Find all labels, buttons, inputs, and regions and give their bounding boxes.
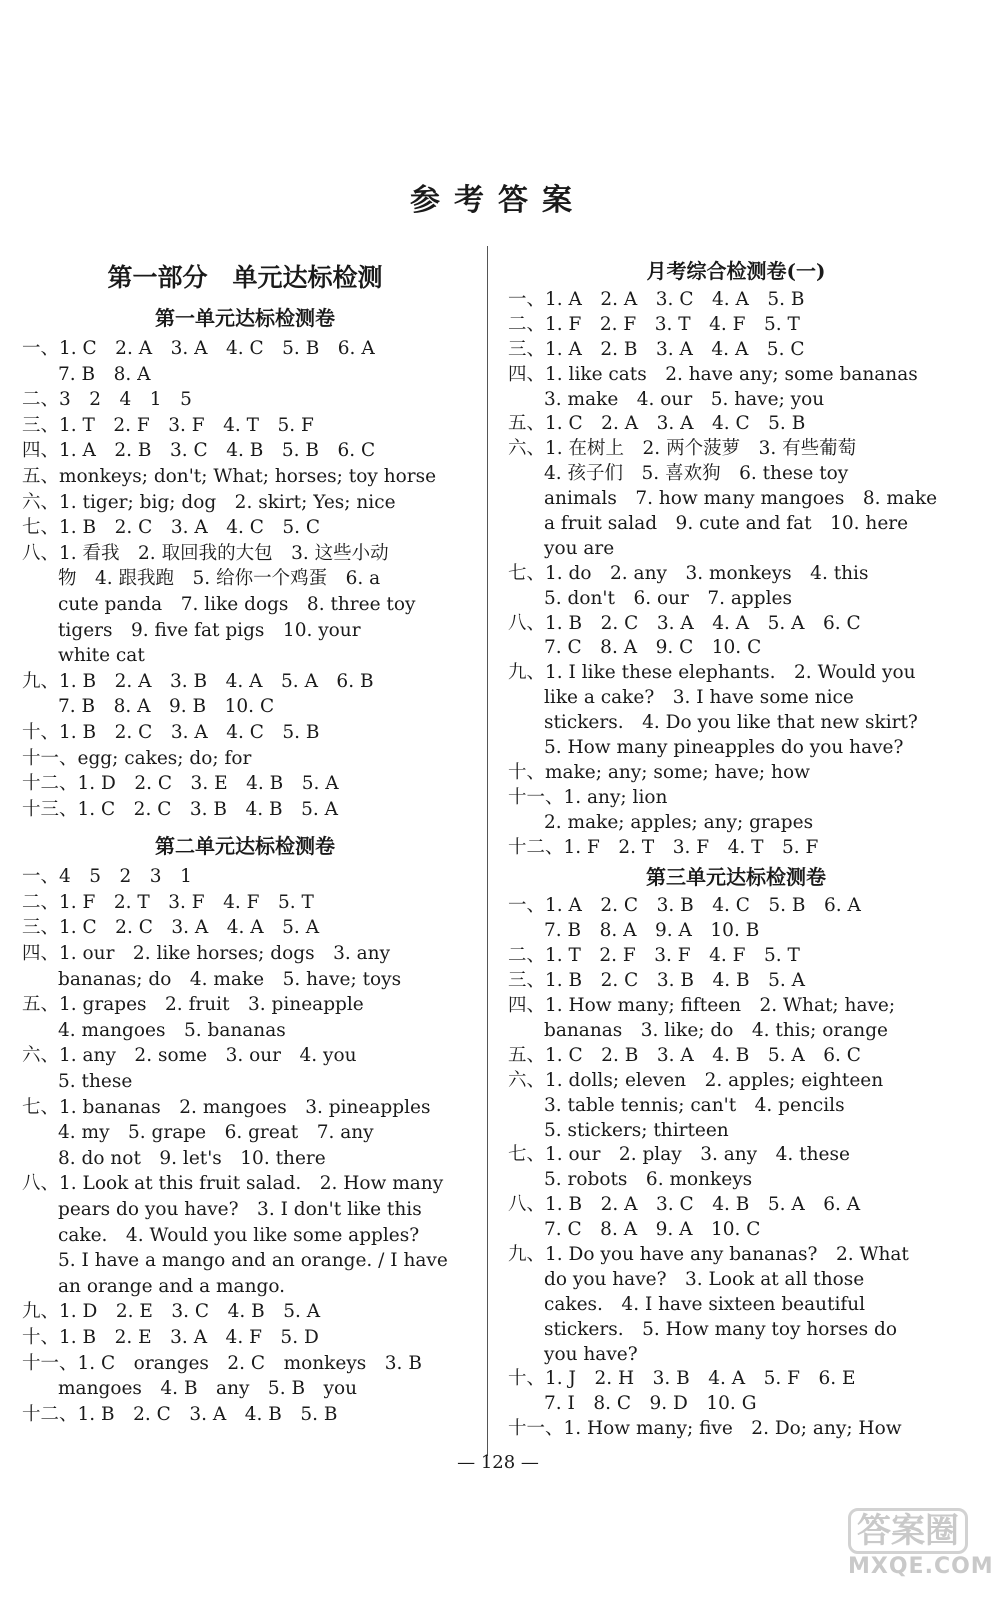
answer-line: 八、1. Look at this fruit salad. 2. How many (22, 1173, 444, 1195)
answer-line: 7. C 8. A 9. C 10. C (544, 637, 762, 659)
answer-line: stickers. 5. How many toy horses do (544, 1318, 898, 1340)
answer-line: 七、1. do 2. any 3. monkeys 4. this (508, 562, 869, 584)
answer-line: 四、1. A 2. B 3. C 4. B 5. B 6. C (22, 440, 376, 462)
answer-line: 三、1. C 2. C 3. A 4. A 5. A (22, 917, 320, 939)
answer-line: 六、1. dolls; eleven 2. apples; eighteen (508, 1069, 884, 1091)
answer-line: 九、1. I like these elephants. 2. Would you (508, 662, 916, 684)
answer-line: 7. B 8. A (58, 363, 151, 385)
answer-line: bananas; do 4. make 5. have; toys (58, 968, 402, 990)
unit3-answers (508, 894, 964, 1442)
answer-line: 4. mangoes 5. bananas (58, 1019, 286, 1041)
unit2-answers (22, 864, 468, 1427)
answer-line: 六、1. tiger; big; dog 2. skirt; Yes; nice (22, 491, 396, 513)
answer-line: 三、1. A 2. B 3. A 4. A 5. C (508, 338, 805, 360)
answer-line: mangoes 4. B any 5. B you (58, 1378, 358, 1400)
answer-line: animals 7. how many mangoes 8. make (544, 488, 938, 510)
answer-line: white cat (58, 645, 145, 667)
answer-line: 一、1. C 2. A 3. A 4. C 5. B 6. A (22, 338, 375, 359)
part-title: 第一部分 单元达标检测 (107, 263, 383, 292)
answer-line: 十二、1. B 2. C 3. A 4. B 5. B (22, 1403, 338, 1425)
answer-line: 3. make 4. our 5. have; you (544, 388, 825, 410)
answer-line: cakes. 4. I have sixteen beautiful (544, 1293, 866, 1315)
answer-line: 五、1. grapes 2. fruit 3. pineapple (22, 994, 364, 1016)
watermark-domain: MXQE.COM (848, 1554, 994, 1579)
answer-line: 九、1. B 2. A 3. B 4. A 5. A 6. B (22, 670, 374, 692)
answer-line: 物 4. 跟我跑 5. 给你一个鸡蛋 6. a (58, 568, 381, 590)
answer-line: 七、1. bananas 2. mangoes 3. pineapples (22, 1096, 431, 1118)
answer-line: 八、1. B 2. C 3. A 4. A 5. A 6. C (508, 612, 861, 634)
answer-line: 5. these (58, 1071, 133, 1093)
answer-line: cute panda 7. like dogs 8. three toy (58, 593, 416, 615)
answer-line: 四、1. our 2. like horses; dogs 3. any (22, 943, 391, 965)
answer-line: 九、1. Do you have any bananas? 2. What (508, 1243, 909, 1265)
answer-line: 3. table tennis; can't 4. pencils (544, 1094, 845, 1116)
answer-line: 十一、1. C oranges 2. C monkeys 3. B (22, 1352, 422, 1374)
page-title: 参考答案 (410, 183, 586, 218)
answer-line: 十二、1. D 2. C 3. E 4. B 5. A (22, 773, 339, 795)
right-column (508, 254, 964, 1442)
answer-line: 九、1. D 2. E 3. C 4. B 5. A (22, 1301, 321, 1323)
answer-line: bananas 3. like; do 4. this; orange (544, 1019, 888, 1041)
answer-line: like a cake? 3. I have some nice (544, 687, 854, 709)
answer-line: pears do you have? 3. I don't like this (58, 1199, 422, 1220)
answer-line: you are (544, 537, 615, 559)
answer-line: 八、1. B 2. A 3. C 4. B 5. A 6. A (508, 1194, 861, 1216)
answer-line: 7. C 8. A 9. A 10. C (544, 1219, 761, 1241)
unit3-title: 第三单元达标检测卷 (646, 865, 826, 890)
answer-line: 一、1. A 2. A 3. C 4. A 5. B (508, 289, 805, 310)
answer-line: 十二、1. F 2. T 3. F 4. T 5. F (508, 836, 819, 858)
answer-line: you have? (544, 1343, 638, 1365)
answer-line: 5. don't 6. our 7. apples (544, 587, 792, 609)
answer-line: 8. do not 9. let's 10. there (58, 1147, 326, 1169)
unit1-answers (22, 336, 468, 822)
answer-line: 十一、1. How many; five 2. Do; any; How (508, 1418, 902, 1440)
answer-line: 六、1. any 2. some 3. our 4. you (22, 1045, 357, 1067)
answer-line: 八、1. 看我 2. 取回我的大包 3. 这些小动 (22, 542, 389, 564)
answer-line: 五、monkeys; don't; What; horses; toy horse (22, 465, 437, 487)
answer-line: 六、1. 在树上 2. 两个菠萝 3. 有些葡萄 (508, 438, 857, 460)
answer-line: 二、1. T 2. F 3. F 4. F 5. T (508, 945, 800, 967)
answer-line: 十、1. J 2. H 3. B 4. A 5. F 6. E (508, 1368, 856, 1390)
answer-line: 十一、1. any; lion (508, 786, 668, 808)
answer-line: cake. 4. Would you like some apples? (58, 1224, 420, 1246)
answer-line: 5. How many pineapples do you have? (544, 737, 904, 759)
answer-line: 三、1. B 2. C 3. B 4. B 5. A (508, 970, 805, 992)
answer-line: 七、1. our 2. play 3. any 4. these (508, 1144, 850, 1166)
page-number: — 128 — (457, 1452, 539, 1473)
answer-line: 三、1. T 2. F 3. F 4. T 5. F (22, 414, 314, 436)
answer-line: 十、1. B 2. C 3. A 4. C 5. B (22, 721, 320, 743)
answer-line: 十、make; any; some; have; how (508, 761, 810, 783)
answer-line: 十三、1. C 2. C 3. B 4. B 5. A (22, 798, 339, 820)
answer-line: a fruit salad 9. cute and fat 10. here (544, 513, 909, 535)
answer-line: 十一、egg; cakes; do; for (22, 747, 252, 769)
answer-line: stickers. 4. Do you like that new skirt? (544, 712, 918, 734)
answer-line: 二、1. F 2. F 3. T 4. F 5. T (508, 313, 800, 335)
answer-line: 4. 孩子们 5. 喜欢狗 6. these toy (544, 463, 849, 485)
answer-line: tigers 9. five fat pigs 10. your (58, 619, 361, 641)
answer-line: do you have? 3. Look at all those (544, 1268, 865, 1290)
answer-line: 4. my 5. grape 6. great 7. any (58, 1122, 374, 1144)
watermark-logo-text: 答案圈 (848, 1508, 968, 1554)
answer-line: 二、1. F 2. T 3. F 4. F 5. T (22, 891, 314, 913)
monthly-test-title: 月考综合检测卷(一) (646, 259, 826, 283)
left-column (22, 254, 468, 1427)
monthly-test-answers (508, 288, 964, 860)
answer-line: an orange and a mango. (58, 1275, 286, 1297)
answer-line: 7. B 8. A 9. B 10. C (58, 696, 275, 718)
answer-line: 5. stickers; thirteen (544, 1119, 729, 1141)
answer-line: 四、1. How many; fifteen 2. What; have; (508, 995, 896, 1017)
answer-line: 2. make; apples; any; grapes (544, 811, 814, 833)
answer-line: 十、1. B 2. E 3. A 4. F 5. D (22, 1326, 319, 1348)
answer-line: 一、4 5 2 3 1 (22, 866, 192, 888)
watermark-logo (848, 1508, 994, 1579)
unit1-title: 第一单元达标检测卷 (155, 306, 335, 330)
answer-line: 一、1. A 2. C 3. B 4. C 5. B 6. A (508, 895, 861, 917)
answer-line: 5. robots 6. monkeys (544, 1169, 753, 1191)
column-divider (487, 246, 488, 1456)
answer-line: 五、1. C 2. A 3. A 4. C 5. B (508, 413, 806, 435)
unit2-title: 第二单元达标检测卷 (155, 834, 335, 859)
answer-line: 四、1. like cats 2. have any; some bananas (508, 363, 918, 385)
answer-line: 5. I have a mango and an orange. / I have (58, 1250, 448, 1272)
answer-line: 七、1. B 2. C 3. A 4. C 5. C (22, 517, 321, 539)
answer-line: 7. I 8. C 9. D 10. G (544, 1393, 757, 1415)
answer-line: 二、3 2 4 1 5 (22, 389, 192, 411)
answer-line: 7. B 8. A 9. A 10. B (544, 920, 760, 942)
answer-line: 五、1. C 2. B 3. A 4. B 5. A 6. C (508, 1044, 861, 1066)
